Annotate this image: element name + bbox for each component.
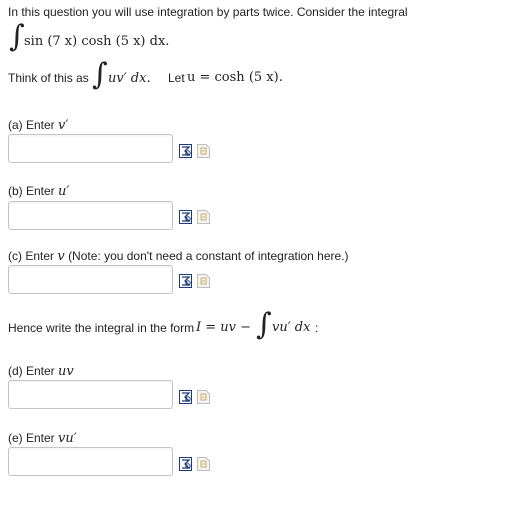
integral-sign: ∫ [256,307,272,342]
preview-equation-icon[interactable] [179,457,192,471]
part-e-label: (e) Enter vu′ [8,431,77,446]
answer-d-input[interactable] [8,380,173,409]
uv-prime-form: uv′ dx. [108,71,151,86]
formula-help-icon[interactable] [197,144,210,158]
preview-equation-icon[interactable] [179,274,192,288]
preview-equation-icon[interactable] [179,210,192,224]
integral-sign: ∫ [92,57,108,92]
integral-sign: ∫ [9,19,25,54]
part-c-label: (c) Enter v (Note: you don't need a constant of integration here.) [8,249,349,264]
think-prefix: Think of this as [8,71,89,85]
formula-help-icon[interactable] [197,390,210,404]
formula-help-icon[interactable] [197,457,210,471]
part-d-label: (d) Enter uv [8,364,74,379]
integrand: sin (7 x) cosh (5 x) dx. [24,34,170,49]
formula-help-icon[interactable] [197,274,210,288]
hence-rhs: vu′ dx [272,320,311,335]
answer-b-input[interactable] [8,201,173,230]
answer-c-input[interactable] [8,265,173,294]
preview-equation-icon[interactable] [179,144,192,158]
answer-a-input[interactable] [8,134,173,163]
u-definition: u = cosh (5 x). [187,70,283,85]
hence-colon: : [315,321,319,335]
preview-equation-icon[interactable] [179,390,192,404]
hence-lhs: I = uv − [196,320,252,335]
let-label: Let [168,71,185,85]
intro-text: In this question you will use integration by parts twice. Consider the integral [8,5,408,19]
part-b-label: (b) Enter u′ [8,184,70,199]
formula-help-icon[interactable] [197,210,210,224]
part-a-label: (a) Enter v′ [8,118,69,133]
hence-text: Hence write the integral in the form [8,321,195,335]
answer-e-input[interactable] [8,447,173,476]
